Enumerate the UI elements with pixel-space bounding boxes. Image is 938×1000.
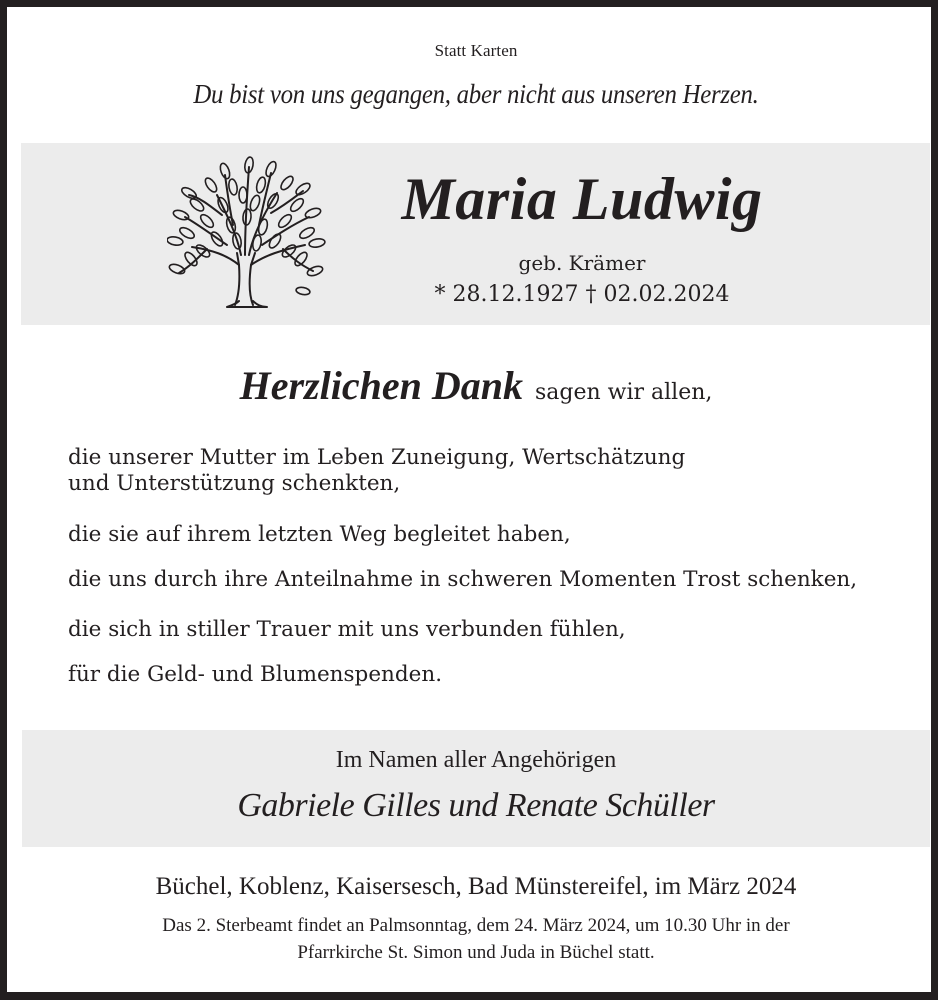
thanks-lead: sagen wir allen,: [534, 380, 713, 405]
place-date: Büchel, Koblenz, Kaisersesch, Bad Münstereifel, im März 2024: [155, 873, 797, 900]
kicker-text: Statt Karten: [434, 41, 518, 60]
birth-name: geb. Krämer: [518, 251, 646, 275]
thanks-line: die sich in stiller Trauer mit uns verbunden fühlen,: [68, 617, 626, 642]
mass-notice-line-2: Pfarrkirche St. Simon und Juda in Büchel statt.: [297, 942, 655, 963]
thanks-line: für die Geld- und Blumenspenden.: [68, 662, 443, 687]
thanks-line: die sie auf ihrem letzten Weg begleitet haben,: [68, 522, 571, 547]
tree-icon: [167, 155, 327, 311]
thanks-line: die uns durch ihre Anteilnahme in schweren Momenten Trost schenken,: [68, 567, 858, 592]
mass-notice: [7, 912, 938, 966]
signature-names: Gabriele Gilles und Renate Schüller: [237, 787, 715, 824]
signature-intro: Im Namen aller Angehörigen: [335, 747, 617, 773]
mass-notice-line-1: Das 2. Sterbeamt findet an Palmsonntag, dem 24. März 2024, um 10.30 Uhr in der: [162, 915, 790, 936]
thanks-heading: [7, 362, 938, 409]
motto-script: Du bist von uns gegangen, aber nicht aus unseren Herzen.: [193, 79, 759, 109]
thanks-script: Herzlichen Dank: [239, 363, 523, 408]
life-dates: * 28.12.1927 † 02.02.2024: [434, 282, 730, 307]
thanks-line: und Unterstützung schenkten,: [68, 471, 401, 496]
deceased-name: Maria Ludwig: [401, 166, 763, 232]
thanks-line: die unserer Mutter im Leben Zuneigung, Wertschätzung: [68, 445, 686, 470]
